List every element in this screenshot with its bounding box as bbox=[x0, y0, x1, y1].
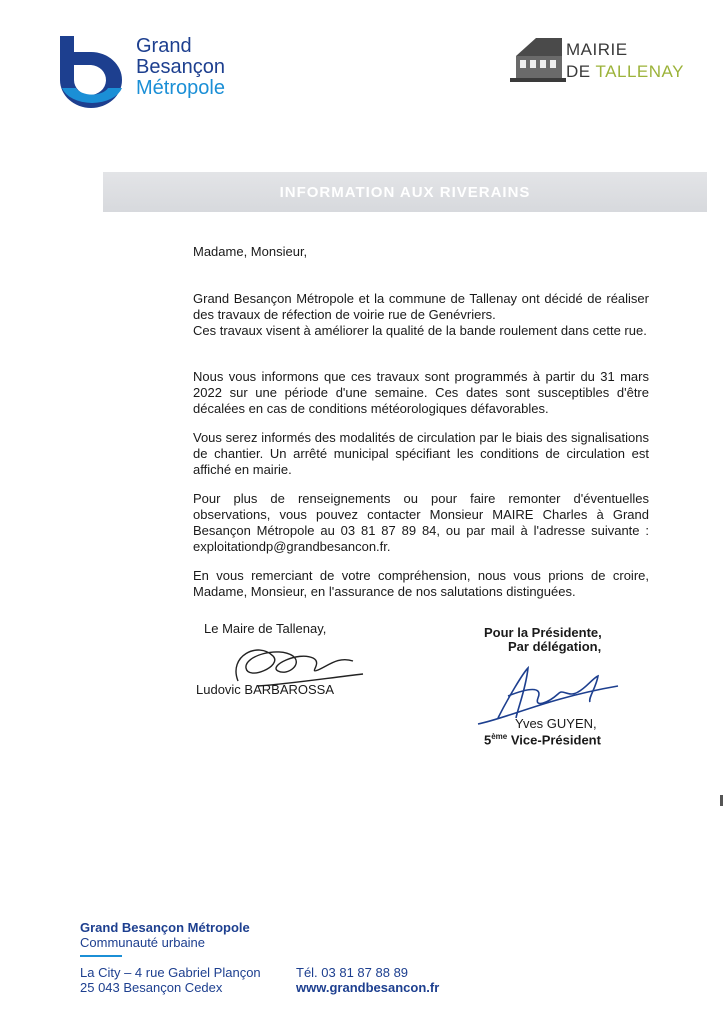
mayor-title: Le Maire de Tallenay, bbox=[204, 621, 327, 636]
paragraph-3: Nous vous informons que ces travaux sont programmés à partir du 31 mars 2022 sur une période d'une semaine. Ces dates sont susceptibles d'être décalées en cas de conditions météorologiques défavorables. bbox=[193, 369, 649, 416]
page-edge-mark bbox=[720, 795, 723, 806]
title-banner bbox=[103, 172, 707, 212]
role-superscript: ème bbox=[491, 732, 508, 741]
mairie-logo-line2 bbox=[566, 62, 684, 82]
role-number: 5 bbox=[484, 732, 492, 748]
paragraph-5: Pour plus de renseignements ou pour faire remonter d'éventuelles observations, vous pouvez contacter Monsieur MAIRE Charles à Grand Besançon Métropole au 03 81 87 89 84, ou par mail à l'adresse suivante : exploitationdp@grandbesancon.fr. bbox=[193, 491, 649, 554]
vice-president-role bbox=[484, 732, 601, 747]
grand-besancon-logo-text bbox=[136, 36, 225, 99]
footer-organization: Grand Besançon Métropole bbox=[80, 920, 250, 935]
logo-line-besancon: Besançon bbox=[136, 56, 225, 78]
footer-website-link[interactable]: www.grandbesancon.fr bbox=[296, 980, 440, 995]
footer-phone: Tél. 03 81 87 88 89 bbox=[296, 965, 409, 980]
mairie-logo-prefix: DE bbox=[566, 62, 596, 81]
president-title: Pour la Présidente, bbox=[484, 625, 602, 640]
mairie-logo-line1: MAIRIE bbox=[566, 40, 628, 59]
paragraph-6: En vous remerciant de votre compréhension, nous vous prions de croire, Madame, Monsieur, en l'assurance de nos salutations distinguées. bbox=[193, 568, 649, 599]
footer-address-line1: La City – 4 rue Gabriel Plançon bbox=[80, 965, 261, 980]
mayor-name: Ludovic BARBAROSSA bbox=[196, 682, 335, 697]
footer-divider bbox=[80, 955, 122, 957]
paragraph-4: Vous serez informés des modalités de circulation par le biais des signalisations de chantier. Un arrêté municipal spécifiant les conditions de circulation est affiché en mairie. bbox=[193, 430, 649, 477]
paragraph-2: Ces travaux visent à améliorer la qualité de la bande roulement dans cette rue. bbox=[193, 323, 647, 338]
vice-president-name: Yves GUYEN, bbox=[515, 716, 597, 731]
logo-line-metropole: Métropole bbox=[136, 77, 225, 99]
role-text: Vice-Président bbox=[507, 732, 601, 748]
logo-line-grand: Grand bbox=[136, 35, 192, 57]
salutation: Madame, Monsieur, bbox=[193, 244, 308, 259]
paragraph-1: Grand Besançon Métropole et la commune de Tallenay ont décidé de réaliser des travaux de réfection de voirie rue de Genévriers. bbox=[193, 291, 649, 322]
footer-address-line2: 25 043 Besançon Cedex bbox=[80, 980, 223, 995]
mairie-logo-town: TALLENAY bbox=[595, 62, 684, 81]
paragraph-intro bbox=[193, 291, 649, 339]
banner-title: INFORMATION AUX RIVERAINS bbox=[279, 183, 531, 201]
footer-org-type: Communauté urbaine bbox=[80, 935, 206, 950]
delegation-line: Par délégation, bbox=[508, 639, 602, 654]
